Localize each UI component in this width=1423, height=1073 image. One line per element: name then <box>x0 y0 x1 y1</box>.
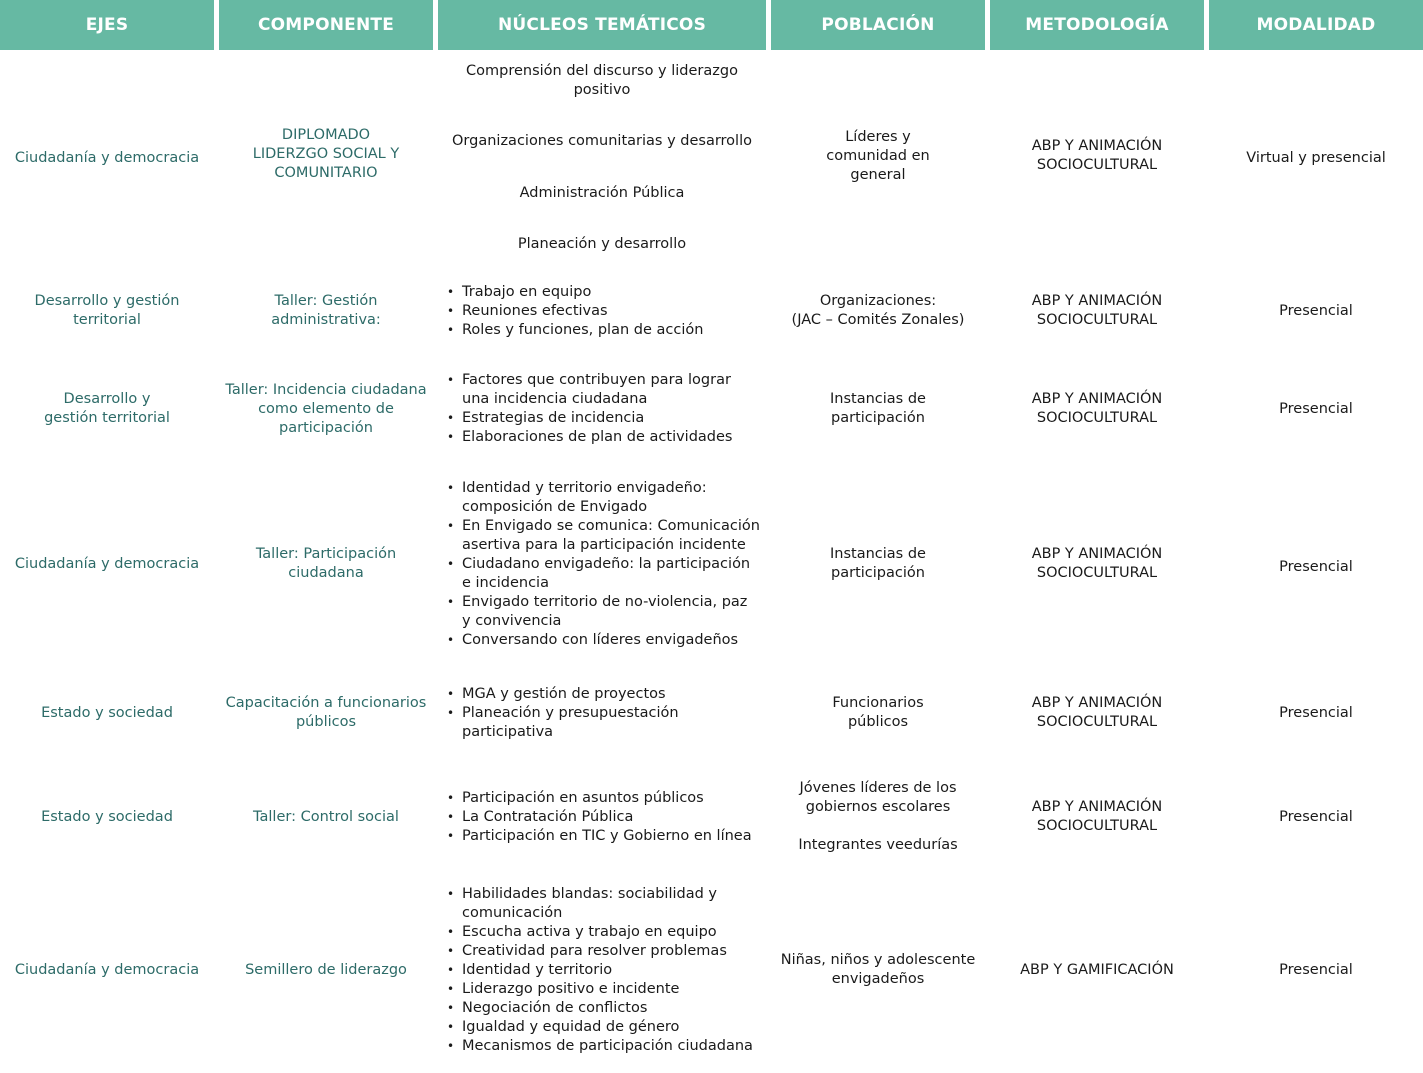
table-row <box>0 478 1423 650</box>
nucleos-cell <box>438 58 766 258</box>
table-row <box>0 58 1423 258</box>
nucleos-list <box>444 479 760 650</box>
list-item: • Reuniones efectivas <box>462 302 703 321</box>
eje-cell: Estado y sociedad <box>41 808 173 825</box>
list-item: • Planeación y presupuestación participativa <box>462 704 679 742</box>
metodologia-cell: ABP Y ANIMACIÓN SOCIOCULTURAL <box>1031 799 1163 834</box>
list-item: • Conversando con líderes envigadeños <box>462 631 760 650</box>
eje-cell: Ciudadanía y democracia <box>14 961 200 978</box>
nucleos-list <box>444 371 732 447</box>
componente-cell: Taller: Participación ciudadana <box>255 546 397 581</box>
modalidad-cell: Presencial <box>1279 704 1353 721</box>
list-item: • Ciudadano envigadeño: la participación e incidencia <box>462 555 760 593</box>
poblacion-line: Integrantes veedurías <box>798 837 958 853</box>
list-item: • MGA y gestión de proyectos <box>462 685 679 704</box>
nucleos-cell <box>438 883 766 1057</box>
nucleos-list <box>444 885 753 1056</box>
table-row <box>0 683 1423 743</box>
nucleos-cell <box>438 478 766 650</box>
list-item: • Negociación de conflictos <box>462 999 753 1018</box>
nucleos-list <box>444 789 752 846</box>
list-item: • Escucha activa y trabajo en equipo <box>462 923 753 942</box>
modalidad-cell: Presencial <box>1279 961 1353 978</box>
list-item: • La Contratación Pública <box>462 808 752 827</box>
poblacion-cell: Funcionarios públicos <box>832 695 924 730</box>
modalidad-cell: Presencial <box>1279 808 1353 825</box>
componente-cell: Taller: Control social <box>253 808 399 825</box>
list-item: • Identidad y territorio <box>462 961 753 980</box>
header-nucleos: NÚCLEOS TEMÁTICOS <box>438 0 766 50</box>
nucleo-item: Planeación y desarrollo <box>517 235 687 252</box>
list-item: • Roles y funciones, plan de acción <box>462 321 703 340</box>
nucleos-cell <box>438 275 766 347</box>
eje-cell: Desarrollo y gestión territorial <box>34 293 180 328</box>
list-item: • Participación en TIC y Gobierno en línea <box>462 827 752 846</box>
list-item: • Mecanismos de participación ciudadana <box>462 1037 753 1056</box>
poblacion-cell: Niñas, niños y adolescente envigadeños <box>780 952 976 987</box>
poblacion-cell: Instancias de participación <box>830 391 926 426</box>
componente-cell: Capacitación a funcionarios públicos <box>225 695 427 730</box>
componente-cell: DIPLOMADO LIDERZGO SOCIAL Y COMUNITARIO <box>252 126 400 181</box>
header-ejes: EJES <box>0 0 214 50</box>
nucleos-cell <box>438 778 766 856</box>
list-item: • Trabajo en equipo <box>462 283 703 302</box>
eje-cell: Desarrollo y gestión territorial <box>44 391 170 426</box>
list-item: • Envigado territorio de no-violencia, paz y convivencia <box>462 593 760 631</box>
metodologia-cell: ABP Y ANIMACIÓN SOCIOCULTURAL <box>1031 293 1163 328</box>
metodologia-cell: ABP Y ANIMACIÓN SOCIOCULTURAL <box>1031 391 1163 426</box>
header-componente: COMPONENTE <box>219 0 433 50</box>
modalidad-cell: Presencial <box>1279 558 1353 575</box>
componente-cell: Taller: Incidencia ciudadana como elemento de participación <box>225 381 427 436</box>
list-item: • Participación en asuntos públicos <box>462 789 752 808</box>
modalidad-cell: Presencial <box>1279 400 1353 417</box>
componente-cell: Taller: Gestión administrativa: <box>271 293 381 328</box>
list-item: • Creatividad para resolver problemas <box>462 942 753 961</box>
header-poblacion: POBLACIÓN <box>771 0 985 50</box>
poblacion-cell <box>771 778 985 856</box>
table-row <box>0 883 1423 1057</box>
metodologia-cell: ABP Y ANIMACIÓN SOCIOCULTURAL <box>1031 695 1163 730</box>
modalidad-cell: Virtual y presencial <box>1246 149 1386 166</box>
list-item: • Factores que contribuyen para lograr una incidencia ciudadana <box>462 371 732 409</box>
eje-cell: Ciudadanía y democracia <box>14 149 200 166</box>
modalidad-cell: Presencial <box>1279 302 1353 319</box>
nucleo-item: Comprensión del discurso y liderazgo positivo <box>466 63 738 98</box>
table-header <box>0 0 1423 50</box>
table-row <box>0 778 1423 856</box>
nucleo-item: Administración Pública <box>519 184 685 201</box>
list-item: • Habilidades blandas: sociabilidad y comunicación <box>462 885 753 923</box>
list-item: • En Envigado se comunica: Comunicación asertiva para la participación incidente <box>462 517 760 555</box>
nucleo-item: Organizaciones comunitarias y desarrollo <box>452 133 752 150</box>
list-item: • Identidad y territorio envigadeño: composición de Envigado <box>462 479 760 517</box>
eje-cell: Estado y sociedad <box>41 704 173 721</box>
poblacion-cell: Instancias de participación <box>830 546 926 581</box>
eje-cell: Ciudadanía y democracia <box>14 555 200 572</box>
list-item: • Elaboraciones de plan de actividades <box>462 428 732 447</box>
metodologia-cell: ABP Y ANIMACIÓN SOCIOCULTURAL <box>1031 138 1163 173</box>
table-row <box>0 370 1423 448</box>
list-item: • Estrategias de incidencia <box>462 409 732 428</box>
nucleos-list <box>444 685 679 742</box>
poblacion-line: Jóvenes líderes de los gobiernos escolares <box>799 780 957 815</box>
poblacion-cell: Líderes y comunidad en general <box>826 128 930 183</box>
list-item: • Liderazgo positivo e incidente <box>462 980 753 999</box>
table-row <box>0 275 1423 347</box>
list-item: • Igualdad y equidad de género <box>462 1018 753 1037</box>
nucleos-cell <box>438 370 766 448</box>
metodologia-cell: ABP Y ANIMACIÓN SOCIOCULTURAL <box>1031 546 1163 581</box>
poblacion-cell: Organizaciones: (JAC – Comités Zonales) <box>791 293 965 328</box>
componente-cell: Semillero de liderazgo <box>245 961 407 978</box>
nucleos-cell <box>438 683 766 743</box>
nucleos-list <box>444 283 703 340</box>
metodologia-cell: ABP Y GAMIFICACIÓN <box>1020 961 1174 978</box>
header-modalidad: MODALIDAD <box>1209 0 1423 50</box>
header-metodologia: METODOLOGÍA <box>990 0 1204 50</box>
